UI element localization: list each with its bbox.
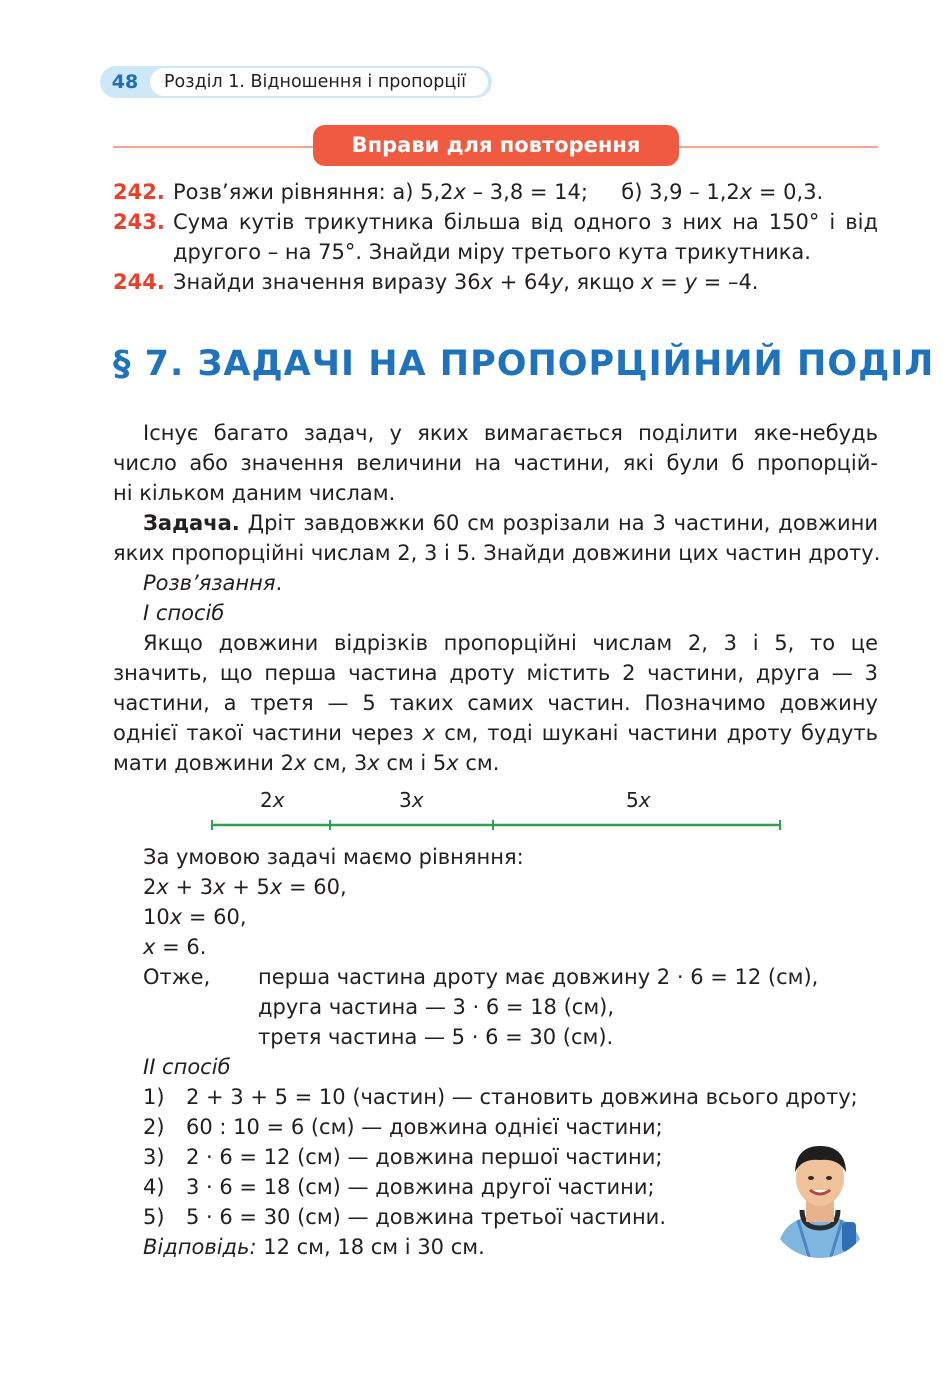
section-banner: Вправи для повторення [313,125,679,166]
method-one-label: І спосіб [143,601,225,625]
segment-label: 3x [399,788,424,812]
step-text: 2 + 3 + 5 = 10 (частин) — становить довжина всього дроту; [186,1085,858,1109]
step-number: 5) [143,1205,165,1229]
therefore-line: третя частина — 5 · 6 = 30 (см). [258,1025,614,1049]
step-number: 3) [143,1145,165,1169]
therefore-line: друга частина — 3 · 6 = 18 (см), [258,995,615,1019]
exercise-number: 243. [113,210,165,234]
therefore-label: Отже, [143,965,211,989]
step-number: 2) [143,1115,165,1139]
banner-rule-right [679,146,878,148]
step-number: 4) [143,1175,165,1199]
equation-intro: За умовою задачі маємо рівняння: [143,845,524,869]
equation-line: 2x + 3x + 5x = 60, [143,875,347,899]
exercise-text: Сума кутів трикутника більша від одного з них на 150° і від другого – на 75°. Знайди міру третього кута трикутника. [173,210,878,264]
task-paragraph: Задача. Дріт завдовжки 60 см розрізали на 3 частини, довжини яких пропорційні числам 2, 3 і 5. Знайди довжини цих частин дроту. [113,511,881,565]
solution-label: Розв’язання. [143,571,283,595]
segment-label: 2x [260,788,285,812]
step-text: 3 · 6 = 18 (см) — довжина другої частини; [186,1175,655,1199]
wire-segment-diagram [205,817,787,833]
exercise-text: Знайди значення виразу 36x + 64y, якщо x = y = –4. [173,270,759,294]
step-text: 2 · 6 = 12 (см) — довжина першої частини; [186,1145,663,1169]
banner-rule-left [113,146,313,148]
page-number: 48 [111,71,139,93]
equation-line: 10x = 60, [143,905,247,929]
student-illustration-icon [768,1140,872,1260]
exercise-number: 242. [113,180,165,204]
step-text: 5 · 6 = 30 (см) — довжина третьої частини. [186,1205,667,1229]
answer-line: Відповідь: 12 см, 18 см і 30 см. [143,1235,485,1259]
therefore-line: перша частина дроту має довжину 2 · 6 = 12 (см), [258,965,819,989]
equation-line: x = 6. [143,935,207,959]
intro-paragraph: Існує багато задач, у яких вимагається поділити яке-небудь число або значення величини на частини, які були б пропорцій- ні кільком даним числам. [113,421,878,505]
section-title: § 7. ЗАДАЧІ НА ПРОПОРЦІЙНИЙ ПОДІЛ [113,344,935,384]
exercise-number: 244. [113,270,165,294]
method-two-label: ІІ спосіб [143,1055,231,1079]
step-text: 60 : 10 = 6 (см) — довжина однієї частини; [186,1115,663,1139]
segment-label: 5x [626,788,651,812]
exercise-text: Розв’яжи рівняння: а) 5,2x – 3,8 = 14; б) 3,9 – 1,2x = 0,3. [173,180,824,204]
step-number: 1) [143,1085,165,1109]
chapter-title: Розділ 1. Відношення і пропорції [150,68,488,96]
method-one-paragraph: Якщо довжини відрізків пропорційні числам 2, 3 і 5, то це значить, що перша частина дроту містить 2 частини, друга — 3 частини, а третя — 5 таких самих частин. Позначимо довжину однієї такої частини через x см, тоді шукані частини дроту будуть мати довжини 2x см, 3x см і 5x см. [113,631,878,775]
